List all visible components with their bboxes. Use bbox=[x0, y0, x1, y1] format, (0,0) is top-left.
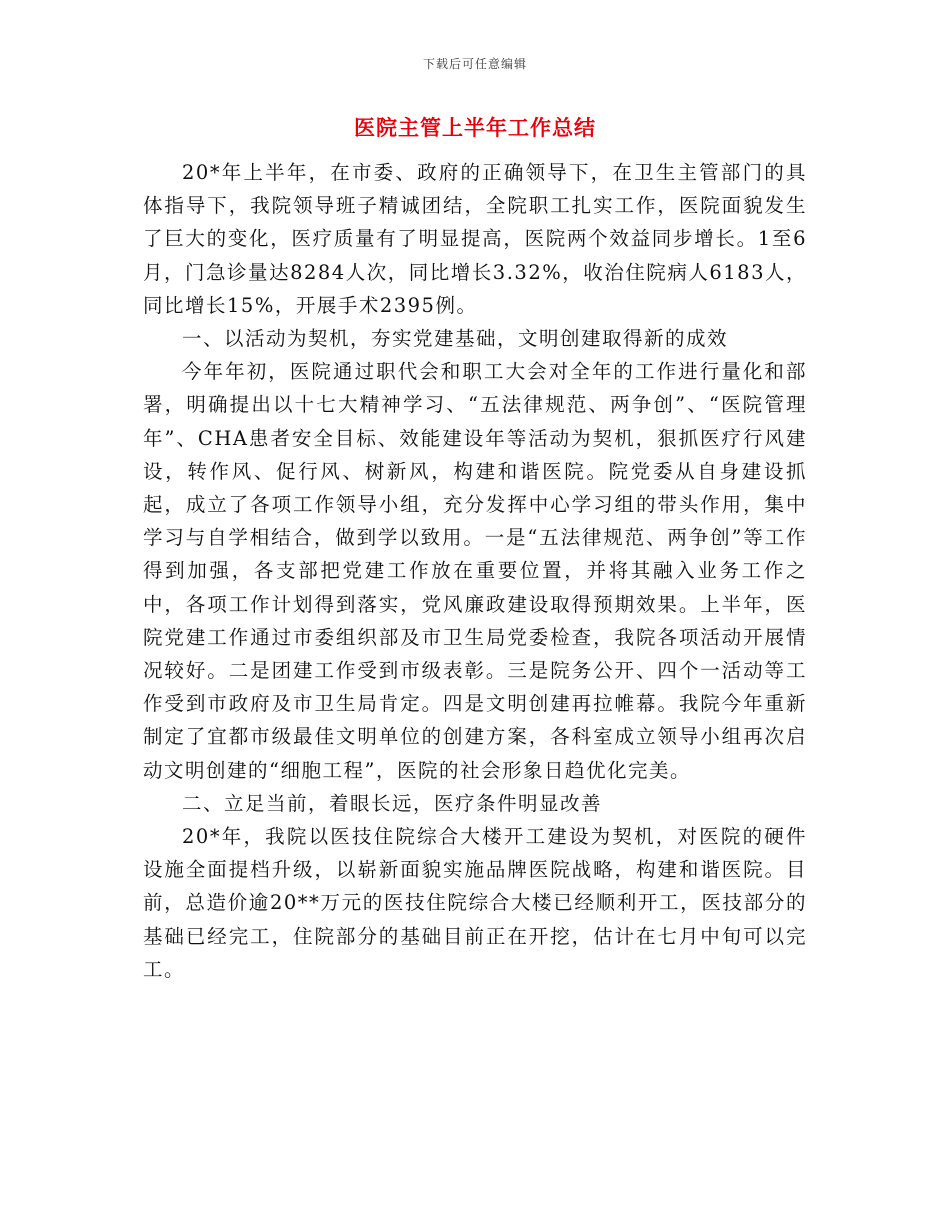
paragraph-section-1: 今年年初，医院通过职代会和职工大会对全年的工作进行量化和部署，明确提出以十七大精神学习、“五法律规范、两争创”、“医院管理年”、CHA患者安全目标、效能建设年等活动为契机，狠抓医疗行风建设，转作风、促行风、树新风，构建和谐医院。院党委从自身建设抓起，成立了各项工作领导小组，充分发挥中心学习组的带头作用，集中学习与自学相结合，做到学以致用。一是“五法律规范、两争创”等工作得到加强，各支部把党建工作放在重要位置，并将其融入业务工作之中，各项工作计划得到落实，党风廉政建设取得预期效果。上半年，医院党建工作通过市委组织部及市卫生局党委检查，我院各项活动开展情况较好。二是团建工作受到市级表彰。三是院务公开、四个一活动等工作受到市政府及市卫生局肯定。四是文明创建再拉帷幕。我院今年重新制定了宜都市级最佳文明单位的创建方案，各科室成立领导小组再次启动文明创建的“细胞工程”，医院的社会形象日趋优化完美。 bbox=[143, 360, 807, 782]
document-body bbox=[143, 156, 807, 986]
paragraph-intro: 20*年上半年，在市委、政府的正确领导下，在卫生主管部门的具体指导下，我院领导班子精诚团结，全院职工扎实工作，医院面貌发生了巨大的变化，医疗质量有了明显提高，医院两个效益同步增长。1至6月，门急诊量达8284人次，同比增长3.32%，收治住院病人6183人，同比增长15%，开展手术2395例。 bbox=[143, 161, 807, 317]
section-heading-1: 一、以活动为契机，夯实党建基础，文明创建取得新的成效 bbox=[182, 327, 729, 351]
header-note: 下载后可任意编辑 bbox=[422, 57, 527, 71]
document-title: 医院主管上半年工作总结 bbox=[354, 116, 596, 140]
section-heading-2: 二、立足当前，着眼长远，医疗条件明显改善 bbox=[182, 791, 603, 815]
paragraph-section-2: 20*年，我院以医技住院综合大楼开工建设为契机，对医院的硬件设施全面提档升级，以崭新面貌实施品牌医院战略，构建和谐医院。目前，总造价逾20**万元的医技住院综合大楼已经顺利开工，医技部分的基础已经完工，住院部分的基础目前正在开挖，估计在七月中旬可以完工。 bbox=[143, 825, 807, 981]
